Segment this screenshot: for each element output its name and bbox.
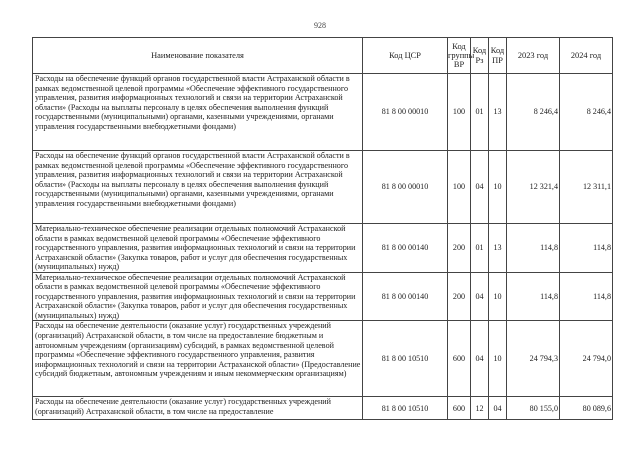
row-name bbox=[33, 397, 363, 420]
row-pr: 13 bbox=[489, 74, 507, 151]
row-name bbox=[33, 272, 363, 321]
row-2023: 24 794,3 bbox=[507, 321, 560, 397]
row-2024: 80 089,6 bbox=[560, 397, 613, 420]
table-row bbox=[33, 272, 613, 321]
header-csr: Код ЦСР bbox=[363, 38, 448, 74]
table-row bbox=[33, 74, 613, 151]
table-row bbox=[33, 224, 613, 273]
row-pr: 10 bbox=[489, 272, 507, 321]
row-name bbox=[33, 224, 363, 273]
row-pr: 04 bbox=[489, 397, 507, 420]
row-vr: 100 bbox=[448, 74, 471, 151]
header-name: Наименование показателя bbox=[33, 38, 363, 74]
row-csr: 81 8 00 10510 bbox=[363, 397, 448, 420]
row-name bbox=[33, 321, 363, 397]
row-rz: 04 bbox=[471, 321, 489, 397]
row-2023: 114,8 bbox=[507, 224, 560, 273]
row-2023: 8 246,4 bbox=[507, 74, 560, 151]
row-2023: 80 155,0 bbox=[507, 397, 560, 420]
page-number: 928 bbox=[314, 21, 326, 30]
row-2023: 12 321,4 bbox=[507, 151, 560, 224]
header-2024: 2024 год bbox=[560, 38, 613, 74]
header-2023: 2023 год bbox=[507, 38, 560, 74]
row-2024: 12 311,1 bbox=[560, 151, 613, 224]
row-vr: 100 bbox=[448, 151, 471, 224]
row-2023: 114,8 bbox=[507, 272, 560, 321]
row-2024: 8 246,4 bbox=[560, 74, 613, 151]
row-rz: 04 bbox=[471, 151, 489, 224]
row-csr: 81 8 00 00010 bbox=[363, 151, 448, 224]
row-csr: 81 8 00 00140 bbox=[363, 224, 448, 273]
header-rz: Код Рз bbox=[471, 38, 489, 74]
row-pr: 10 bbox=[489, 321, 507, 397]
row-csr: 81 8 00 10510 bbox=[363, 321, 448, 397]
row-vr: 600 bbox=[448, 321, 471, 397]
table-header-row bbox=[33, 38, 613, 74]
row-name bbox=[33, 74, 363, 151]
row-vr: 200 bbox=[448, 272, 471, 321]
row-csr: 81 8 00 00010 bbox=[363, 74, 448, 151]
row-name bbox=[33, 151, 363, 224]
row-name-text: Расходы на обеспечение деятельности (оказание услуг) государственных учреждений (организаций) Астраханской области, в том числе на предоставление bbox=[35, 397, 331, 417]
header-vr: Код группы ВР bbox=[448, 38, 471, 74]
row-name-text: Расходы на обеспечение функций органов государственной власти Астраханской области в рамках ведомственной целевой программы «Обеспечение эффективного государственного управления, развития информационных технологий и связи на территории Астраханской области» (Расходы на выплаты персоналу в целях обеспечения выполнения функций государственными (муниципальными) органами, казенными учреждениями, органами управления государственными внебюджетными фондами) bbox=[35, 151, 350, 208]
row-pr: 13 bbox=[489, 224, 507, 273]
table-row bbox=[33, 151, 613, 224]
row-rz: 12 bbox=[471, 397, 489, 420]
row-rz: 01 bbox=[471, 224, 489, 273]
row-name-text: Расходы на обеспечение функций органов государственной власти Астраханской области в рамках ведомственной целевой программы «Обеспечение эффективного государственного управления, развития информационных технологий и связи на территории Астраханской области» (Расходы на выплаты персоналу в целях обеспечения выполнения функций государственными (муниципальными) органами, казенными учреждениями, органами управления государственными внебюджетными фондами) bbox=[35, 74, 350, 131]
row-name-text: Материально-техническое обеспечение реализации отдельных полномочий Астраханской области в рамках ведомственной целевой программы «Обеспечение эффективного государственного управления, развития информационных технологий и связи на территории Астраханской области» (Закупка товаров, работ и услуг для обеспечения государственных (муниципальных) нужд) bbox=[35, 272, 356, 320]
row-2024: 114,8 bbox=[560, 224, 613, 273]
budget-table bbox=[32, 37, 613, 420]
row-csr: 81 8 00 00140 bbox=[363, 272, 448, 321]
row-pr: 10 bbox=[489, 151, 507, 224]
row-vr: 600 bbox=[448, 397, 471, 420]
table-row bbox=[33, 397, 613, 420]
row-vr: 200 bbox=[448, 224, 471, 273]
table-row bbox=[33, 321, 613, 397]
header-pr: Код ПР bbox=[489, 38, 507, 74]
row-name-text: Расходы на обеспечение деятельности (оказание услуг) государственных учреждений (организаций) Астраханской области, в том числе на предоставление бюджетным и автономным учреждениям (организациям) субсидий, в рамках ведомственной целевой программы «Обеспечение эффективного государственного управления, развития информационных технологий и связи на территории Астраханской области» (Предоставление субсидий бюджетным, автономным учреждениям и иным некоммерческим организациям) bbox=[35, 321, 361, 379]
row-rz: 04 bbox=[471, 272, 489, 321]
row-name-text: Материально-техническое обеспечение реализации отдельных полномочий Астраханской области в рамках ведомственной целевой программы «Обеспечение эффективного государственного управления, развития информационных технологий и связи на территории Астраханской области» (Закупка товаров, работ и услуг для обеспечения государственных (муниципальных) нужд) bbox=[35, 224, 356, 272]
row-2024: 24 794,0 bbox=[560, 321, 613, 397]
row-2024: 114,8 bbox=[560, 272, 613, 321]
row-rz: 01 bbox=[471, 74, 489, 151]
